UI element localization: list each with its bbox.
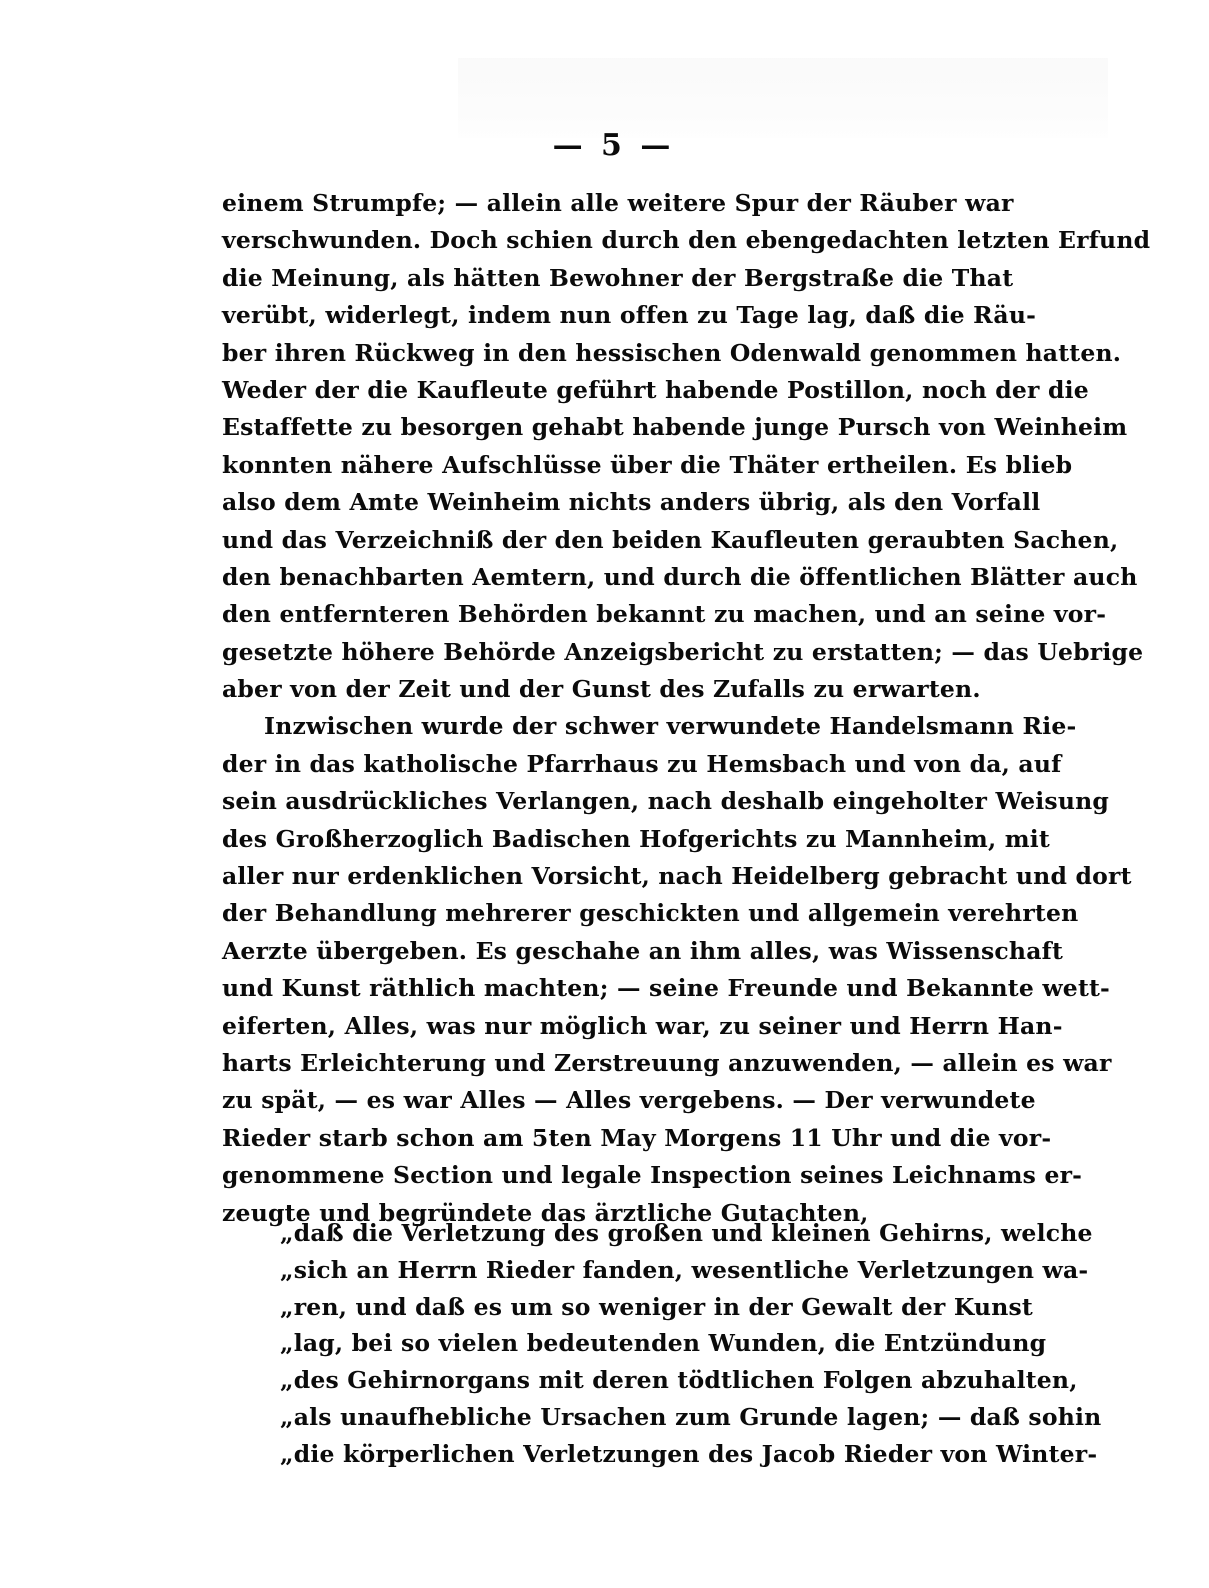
- text-line: den entfernteren Behörden bekannt zu machen, und an seine vor-: [222, 600, 1107, 629]
- text-line: zeugte und begründete das ärztliche Gutachten,: [222, 1198, 869, 1227]
- text-line: harts Erleichterung und Zerstreuung anzuwenden, — allein es war: [222, 1048, 1112, 1077]
- quote-line: „des Gehirnorgans mit deren tödtlichen Folgen abzuhalten,: [280, 1366, 1078, 1395]
- text-line: ber ihren Rückweg in den hessischen Odenwald genommen hatten.: [222, 338, 1122, 367]
- quote-line: „lag, bei so vielen bedeutenden Wunden, die Entzündung: [280, 1329, 1047, 1358]
- paragraph-start-line: Inzwischen wurde der schwer verwundete Handelsmann Rie-: [264, 712, 1077, 741]
- text-line: Weder der die Kaufleute geführt habende Postillon, noch der die: [222, 375, 1089, 404]
- text-line: und das Verzeichniß der den beiden Kaufleuten geraubten Sachen,: [222, 525, 1119, 554]
- text-line: des Großherzoglich Badischen Hofgerichts zu Mannheim, mit: [222, 824, 1050, 853]
- text-line: der Behandlung mehrerer geschickten und allgemein verehrten: [222, 899, 1079, 928]
- text-line: Rieder starb schon am 5ten May Morgens 11 Uhr und die vor-: [222, 1123, 1052, 1152]
- text-line: der in das katholische Pfarrhaus zu Hemsbach und von da, auf: [222, 749, 1062, 778]
- text-line: verschwunden. Doch schien durch den ebengedachten letzten Erfund: [222, 226, 1151, 255]
- quoted-report: [280, 1215, 1102, 1473]
- page-number: — 5 —: [552, 128, 675, 163]
- text-line: gesetzte höhere Behörde Anzeigsbericht zu erstatten; — das Uebrige: [222, 637, 1144, 666]
- text-line: verübt, widerlegt, indem nun offen zu Tage lag, daß die Räu-: [222, 301, 1037, 330]
- quote-line: „als unaufhebliche Ursachen zum Grunde lagen; — daß sohin: [280, 1402, 1102, 1431]
- quote-line: „ren, und daß es um so weniger in der Gewalt der Kunst: [280, 1292, 1033, 1321]
- quote-line: „die körperlichen Verletzungen des Jacob Rieder von Winter-: [280, 1439, 1098, 1468]
- body-text: [222, 185, 1151, 1232]
- text-line: den benachbarten Aemtern, und durch die öffentlichen Blätter auch: [222, 562, 1138, 591]
- text-line: und Kunst räthlich machten; — seine Freunde und Bekannte wett-: [222, 974, 1111, 1003]
- text-line: genommene Section und legale Inspection seines Leichnams er-: [222, 1161, 1083, 1190]
- text-line: aller nur erdenklichen Vorsicht, nach Heidelberg gebracht und dort: [222, 862, 1132, 891]
- text-line: sein ausdrückliches Verlangen, nach deshalb eingeholter Weisung: [222, 787, 1110, 816]
- text-line: zu spät, — es war Alles — Alles vergebens. — Der verwundete: [222, 1086, 1036, 1115]
- text-line: die Meinung, als hätten Bewohner der Bergstraße die That: [222, 263, 1014, 292]
- quote-line: „sich an Herrn Rieder fanden, wesentliche Verletzungen wa-: [280, 1255, 1089, 1284]
- quote-line: „daß die Verletzung des großen und kleinen Gehirns, welche: [280, 1219, 1093, 1247]
- text-line: eiferten, Alles, was nur möglich war, zu seiner und Herrn Han-: [222, 1011, 1063, 1040]
- text-line: also dem Amte Weinheim nichts anders übrig, als den Vorfall: [222, 488, 1041, 517]
- text-line: einem Strumpfe; — allein alle weitere Spur der Räuber war: [222, 189, 1014, 217]
- text-line: Aerzte übergeben. Es geschahe an ihm alles, was Wissenschaft: [222, 936, 1064, 965]
- text-line: aber von der Zeit und der Gunst des Zufalls zu erwarten.: [222, 675, 981, 704]
- scan-shading: [458, 58, 1108, 138]
- text-line: Estaffette zu besorgen gehabt habende junge Pursch von Weinheim: [222, 413, 1128, 442]
- text-line: konnten nähere Aufschlüsse über die Thäter ertheilen. Es blieb: [222, 450, 1073, 479]
